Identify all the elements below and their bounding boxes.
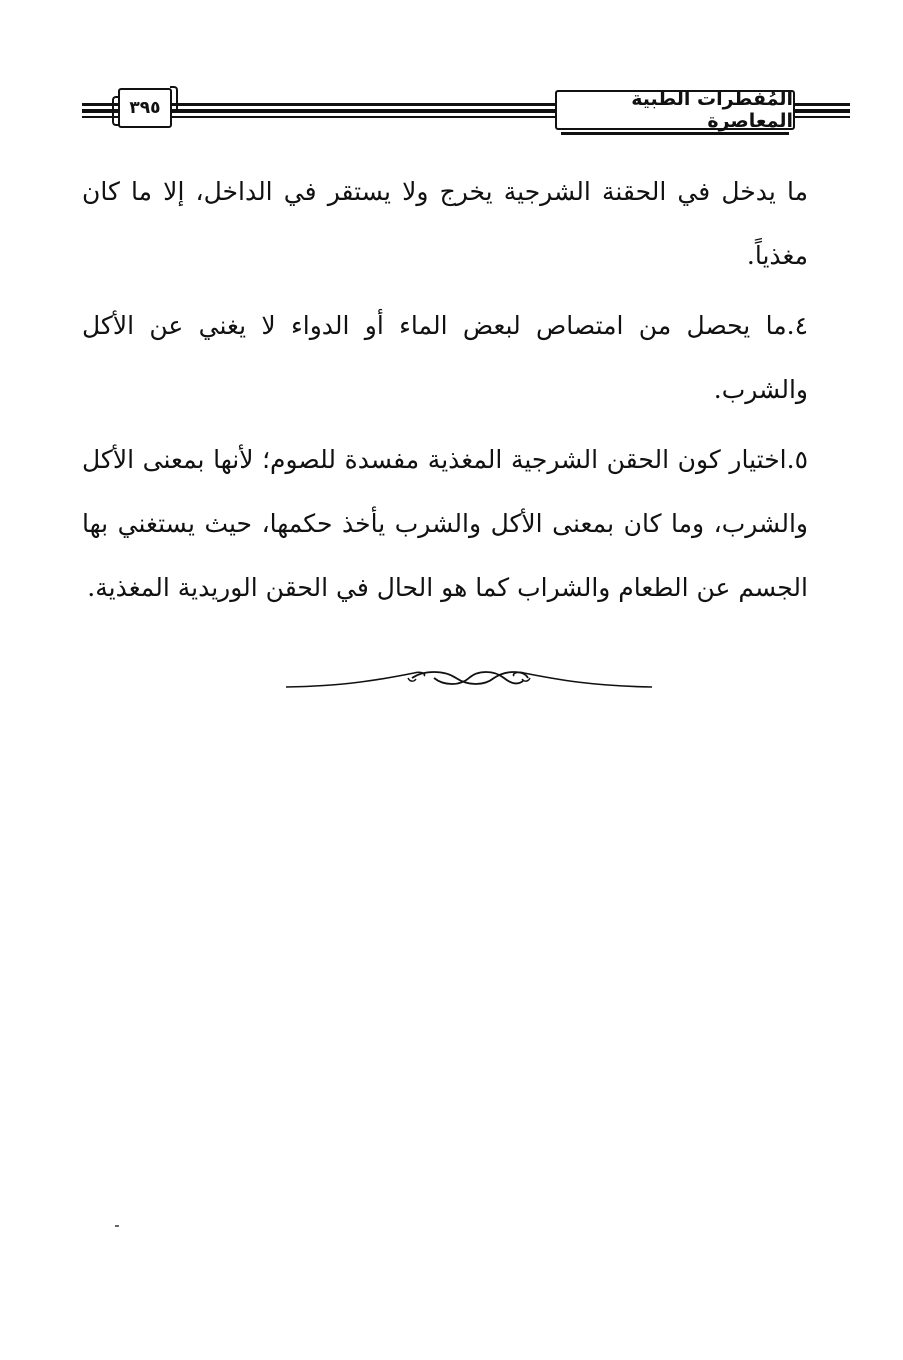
header-rule bbox=[793, 116, 850, 118]
flourish-divider-icon bbox=[284, 660, 654, 700]
list-item-text: ما يحصل من امتصاص لبعض الماء أو الدواء لا يغني عن الأكل والشرب. bbox=[82, 311, 808, 404]
list-item bbox=[82, 294, 808, 422]
header-rule bbox=[172, 109, 557, 113]
book-title-frame bbox=[555, 90, 795, 130]
list-item bbox=[82, 428, 808, 620]
header-rule bbox=[793, 103, 850, 106]
paragraph-text: ما يدخل في الحقنة الشرجية يخرج ولا يستقر في الداخل، إلا ما كان مغذياً. bbox=[82, 177, 808, 270]
page-number: ٣٩٥ bbox=[129, 98, 161, 118]
list-item-text: اختيار كون الحقن الشرجية المغذية مفسدة للصوم؛ لأنها بمعنى الأكل والشرب، وما كان بمعنى الأكل والشرب يأخذ حكمها، حيث يستغني بها الجسم عن الطعام والشراب كما هو الحال في الحقن الوريدية المغذية. bbox=[82, 445, 808, 602]
page-header bbox=[0, 0, 903, 150]
header-rule bbox=[793, 109, 850, 113]
page-number-frame bbox=[118, 88, 172, 128]
book-title: المُفطرات الطبية المعاصرة bbox=[631, 88, 793, 132]
scan-mark bbox=[115, 1225, 119, 1227]
paragraph bbox=[82, 160, 808, 288]
list-item-number: ٤. bbox=[786, 311, 808, 340]
header-rule bbox=[172, 103, 557, 106]
list-item-number: ٥. bbox=[786, 445, 808, 474]
header-rule bbox=[172, 116, 557, 118]
page-body bbox=[82, 160, 808, 626]
